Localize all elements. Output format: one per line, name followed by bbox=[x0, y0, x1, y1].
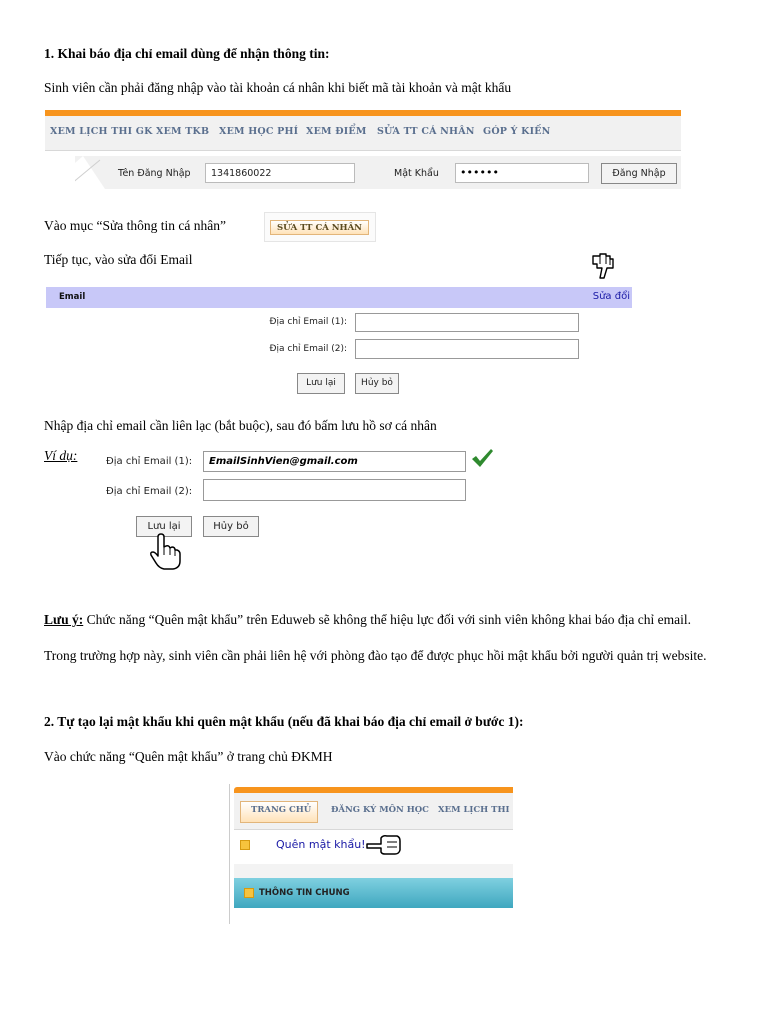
hand-point-left-icon bbox=[365, 832, 401, 858]
edit-email-link[interactable]: Sửa đổi bbox=[592, 291, 630, 302]
example-cancel-button[interactable]: Hủy bỏ bbox=[203, 516, 259, 537]
password-label: Mật Khẩu bbox=[394, 168, 439, 179]
main-nav bbox=[45, 116, 681, 151]
step-edit-text: Vào mục “Sửa thông tin cá nhân” bbox=[44, 218, 227, 233]
nav-xem-lich-thi[interactable]: XEM LỊCH THI bbox=[438, 805, 510, 815]
home-nav bbox=[234, 793, 513, 830]
password-value: •••••• bbox=[460, 166, 499, 179]
email1-label: Địa chỉ Email (1): bbox=[269, 317, 347, 327]
note-text-2: Trong trường hợp này, sinh viên cần phải liên hệ với phòng đào tạo để được phục hồi mật khẩu bởi người quản trị website. bbox=[44, 648, 707, 663]
section2-heading: 2. Tự tạo lại mật khẩu khi quên mật khẩu (nếu đã khai báo địa chỉ email ở bước 1): bbox=[44, 714, 524, 729]
check-icon bbox=[470, 447, 494, 469]
username-value: 1341860022 bbox=[211, 168, 272, 179]
note-text: Chức năng “Quên mật khẩu” trên Eduweb sẽ không thể hiệu lực đối với sinh viên không khai báo địa chỉ email. bbox=[83, 612, 691, 627]
nav-xem-hoc-phi[interactable]: XEM HỌC PHÍ bbox=[219, 126, 299, 137]
email-section-title: Email bbox=[59, 292, 86, 302]
password-input[interactable] bbox=[455, 163, 589, 183]
section1-intro: Sinh viên cần phải đăng nhập vào tài khoản cá nhân khi biết mã tài khoản và mật khẩu bbox=[44, 80, 512, 95]
email2-input[interactable] bbox=[355, 339, 579, 359]
info-header-bar bbox=[234, 878, 513, 908]
bullet-icon bbox=[240, 840, 250, 850]
save-button[interactable]: Lưu lại bbox=[297, 373, 345, 394]
nav-trang-chu[interactable]: TRANG CHỦ bbox=[251, 805, 312, 815]
example-save-button[interactable]: Lưu lại bbox=[136, 516, 192, 537]
example-email2-label: Địa chỉ Email (2): bbox=[106, 486, 193, 497]
example-email1-label: Địa chỉ Email (1): bbox=[106, 456, 193, 467]
username-input[interactable] bbox=[205, 163, 355, 183]
section2-intro: Vào chức năng “Quên mật khẩu” ở trang chủ ĐKMH bbox=[44, 749, 333, 764]
info-bullet-icon bbox=[244, 888, 254, 898]
email1-input[interactable] bbox=[355, 313, 579, 332]
info-header-title: THÔNG TIN CHUNG bbox=[259, 888, 350, 898]
note-label: Lưu ý: bbox=[44, 612, 84, 627]
example-email2-input[interactable] bbox=[203, 479, 466, 501]
cancel-button[interactable]: Hủy bỏ bbox=[355, 373, 399, 394]
example-email1-input[interactable] bbox=[203, 451, 466, 472]
username-label: Tên Đăng Nhập bbox=[118, 168, 191, 179]
example-email1-value: EmailSinhVien@gmail.com bbox=[209, 456, 358, 467]
step-email-text: Tiếp tục, vào sửa đổi Email bbox=[44, 252, 193, 267]
login-bar bbox=[45, 156, 681, 189]
step-enter-text: Nhập địa chỉ email cần liên lạc (bắt buộc), sau đó bấm lưu hồ sơ cá nhân bbox=[44, 418, 437, 433]
homepage-screenshot bbox=[229, 784, 513, 924]
section1-heading: 1. Khai báo địa chỉ email dùng để nhận thông tin: bbox=[44, 46, 330, 61]
edit-info-tab[interactable]: SỬA TT CÁ NHÂN bbox=[270, 220, 369, 235]
nav-xem-tkb[interactable]: XEM TKB bbox=[156, 126, 210, 137]
nav-xem-diem[interactable]: XEM ĐIỂM bbox=[306, 126, 367, 137]
hand-pointer-icon bbox=[588, 252, 618, 282]
nav-dang-ky-mon-hoc[interactable]: ĐĂNG KÝ MÔN HỌC bbox=[331, 805, 429, 815]
nav-gop-y-kien[interactable]: GÓP Ý KIẾN bbox=[483, 126, 551, 137]
email-section-bar bbox=[46, 287, 632, 308]
hand-cursor-icon bbox=[148, 533, 182, 571]
login-button[interactable]: Đăng Nhập bbox=[601, 163, 677, 184]
nav-xem-lich-thi-gk[interactable]: XEM LỊCH THI GK bbox=[50, 126, 153, 137]
email2-label: Địa chỉ Email (2): bbox=[269, 344, 347, 354]
forgot-password-link[interactable]: Quên mật khẩu! bbox=[276, 838, 366, 851]
nav-sua-tt-ca-nhan[interactable]: SỬA TT CÁ NHÂN bbox=[377, 126, 475, 137]
note-line bbox=[44, 612, 691, 628]
example-label: Ví dụ: bbox=[44, 448, 78, 463]
